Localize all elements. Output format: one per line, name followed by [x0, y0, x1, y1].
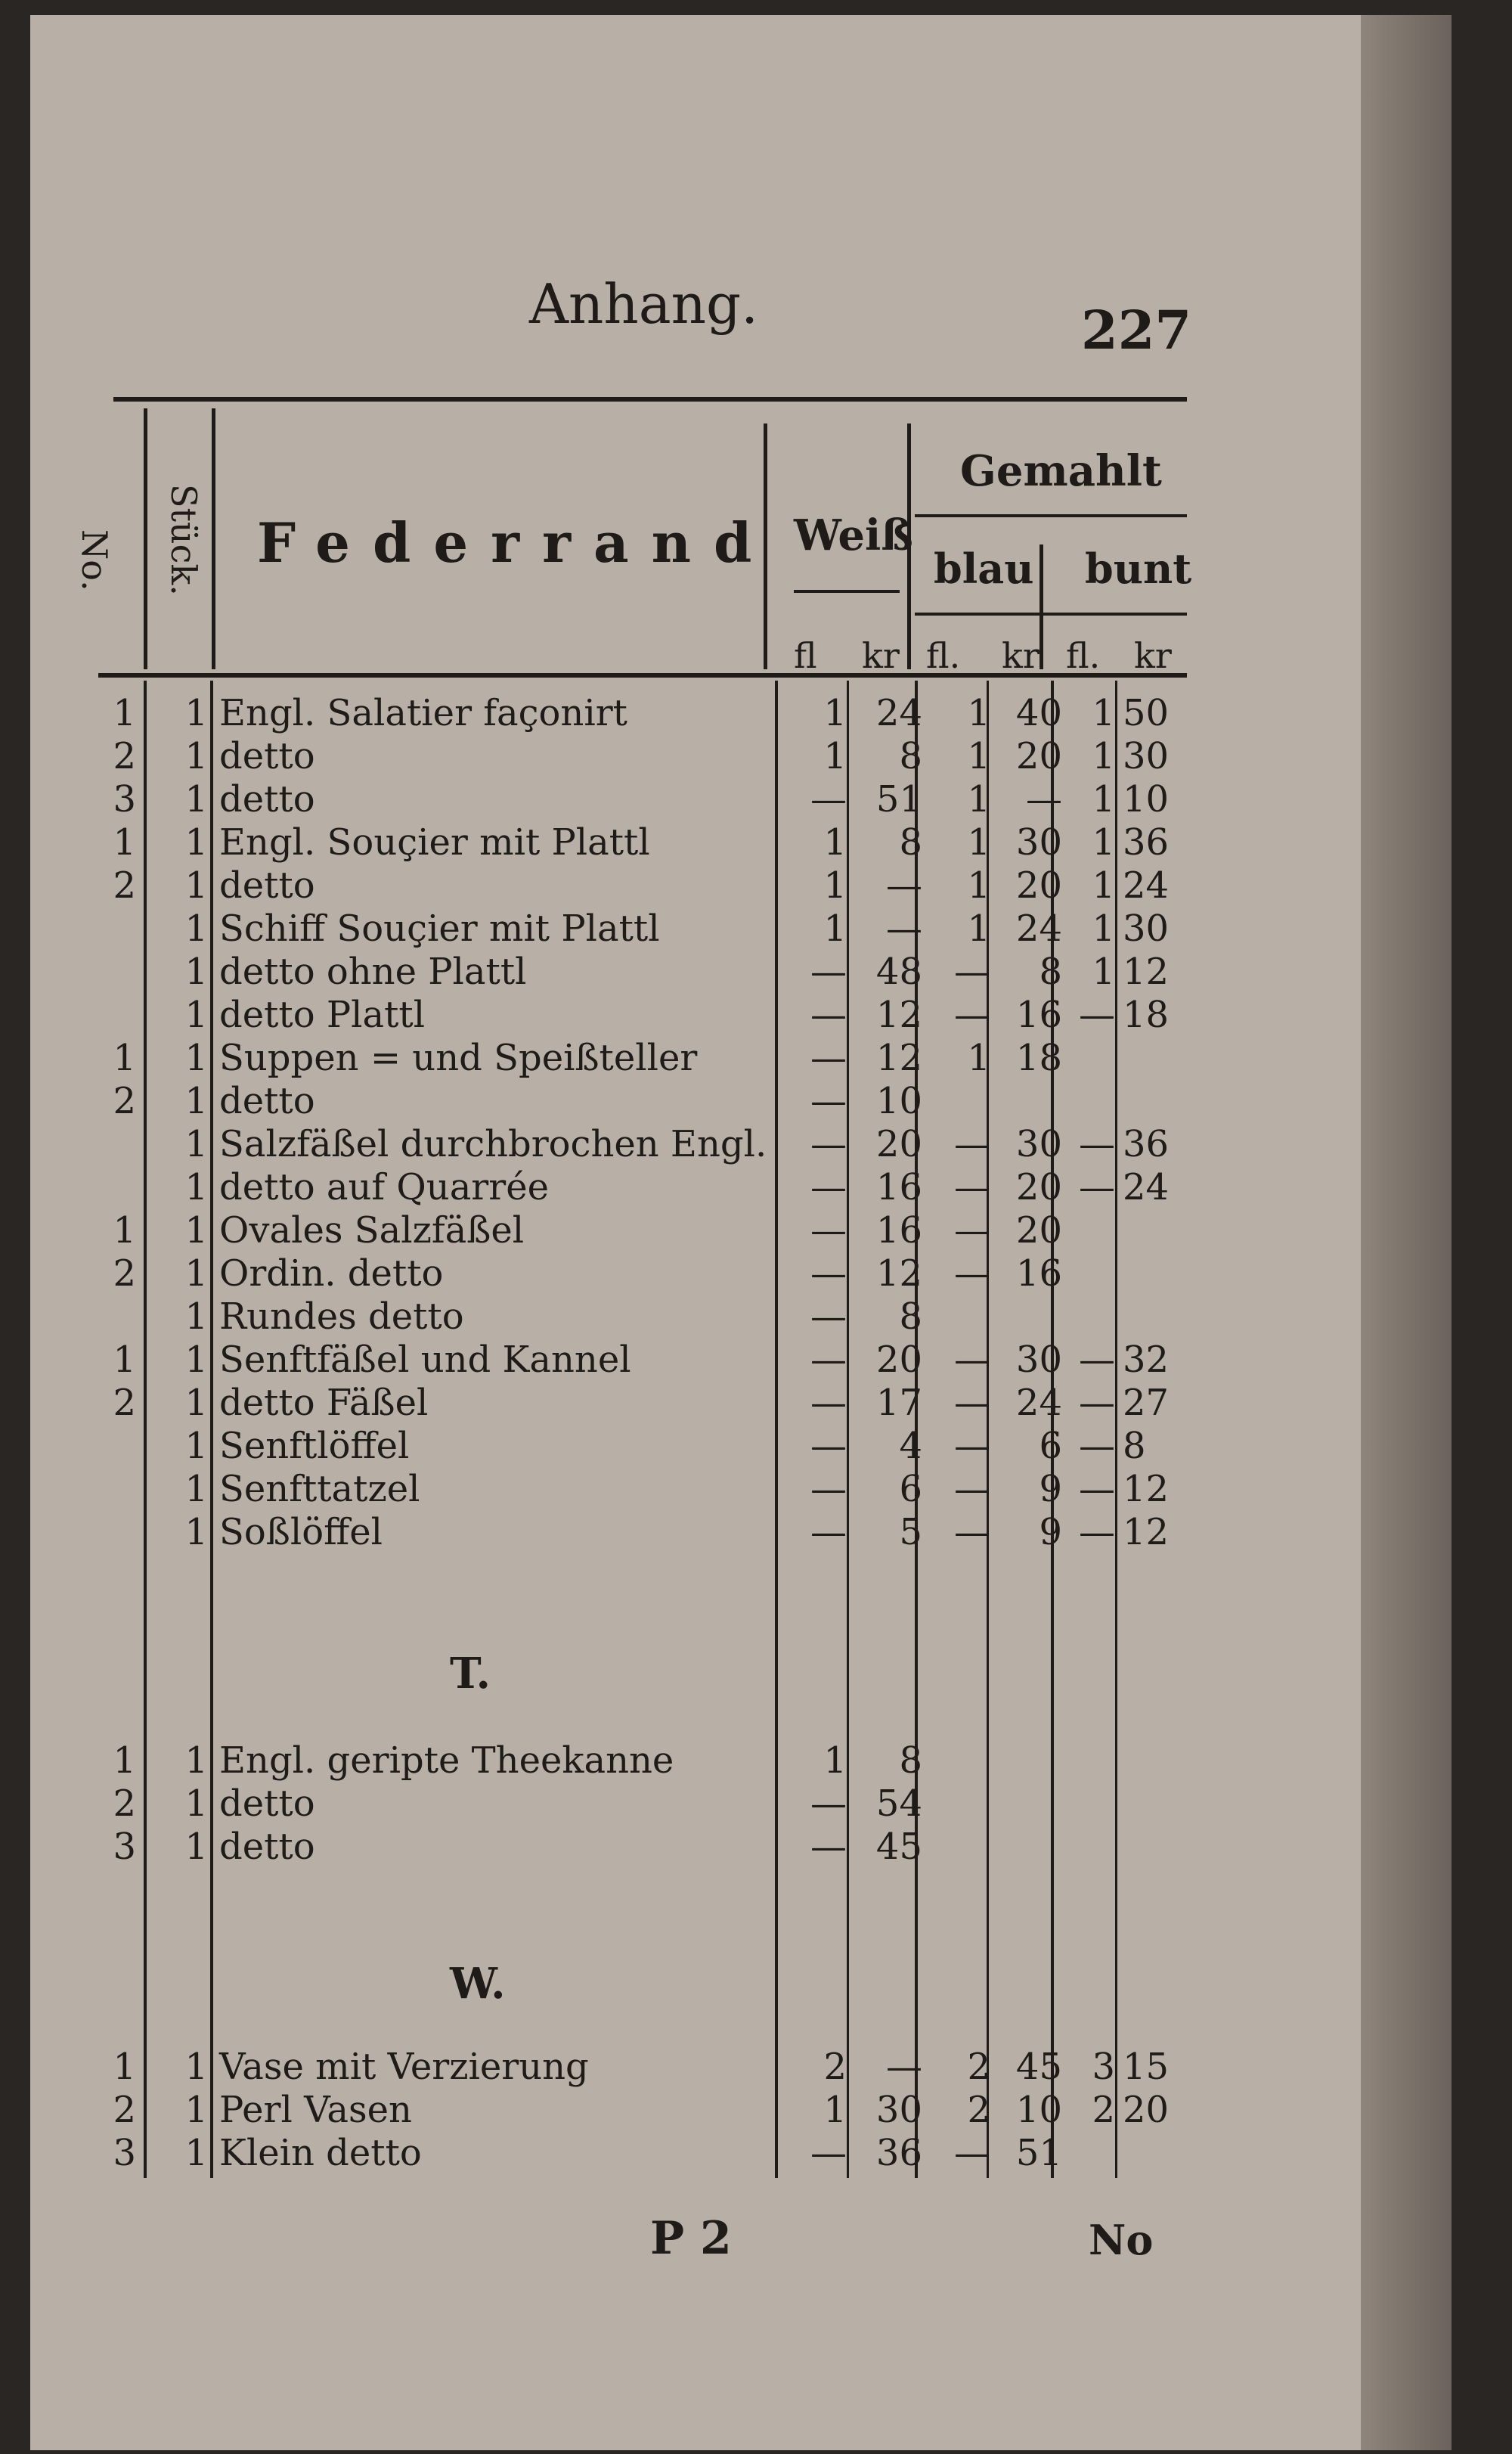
- cell-bkr: 20: [1015, 864, 1062, 907]
- cell-st: 1: [184, 1252, 208, 1295]
- cell-wfl: —: [810, 2132, 847, 2174]
- cell-ukr: 24: [1123, 1166, 1170, 1208]
- table-row: [30, 1209, 1452, 1252]
- cell-name: Engl. Salatier façonirt: [219, 692, 627, 734]
- header-no: No.: [74, 529, 115, 591]
- cell-wkr: 20: [875, 1339, 922, 1381]
- cell-bfl: 1: [967, 735, 990, 777]
- cell-name: Ordin. detto: [219, 1252, 444, 1295]
- cell-no: 2: [113, 1080, 136, 1122]
- cell-ukr: 50: [1123, 692, 1170, 734]
- cell-bkr: 20: [1015, 735, 1062, 777]
- weiss-rule: [794, 590, 900, 593]
- top-rule: [113, 397, 1187, 402]
- cell-wkr: 8: [899, 821, 922, 864]
- cell-ufl: 1: [1092, 778, 1115, 821]
- unit-weiss-fl: fl: [794, 635, 817, 676]
- cell-name: detto: [219, 735, 315, 777]
- page-number: 227: [1081, 299, 1192, 361]
- cell-bfl: 1: [967, 778, 990, 821]
- table-row: [30, 864, 1452, 907]
- cell-st: 1: [184, 1080, 208, 1122]
- cell-bkr: 24: [1015, 1382, 1062, 1424]
- cell-name: Senftfäßel und Kannel: [219, 1339, 631, 1381]
- cell-st: 1: [184, 1209, 208, 1252]
- cell-wfl: —: [810, 951, 847, 993]
- section-t-heading: T.: [450, 1649, 491, 1699]
- table-row: [30, 1468, 1452, 1511]
- cell-bfl: 2: [967, 2089, 990, 2131]
- cell-st: 1: [184, 1339, 208, 1381]
- signature-mark: P 2: [650, 2212, 732, 2265]
- table-row: [30, 821, 1452, 864]
- cell-bkr: 8: [1039, 951, 1062, 993]
- table-row: [30, 692, 1452, 735]
- cell-wfl: —: [810, 1252, 847, 1295]
- cell-wkr: —: [886, 2046, 922, 2088]
- cell-wfl: —: [810, 1382, 847, 1424]
- cell-no: 1: [113, 1209, 136, 1252]
- cell-name: Engl. Souçier mit Plattl: [219, 821, 650, 864]
- table-row: [30, 1782, 1452, 1826]
- cell-wfl: 1: [823, 692, 847, 734]
- cell-wkr: —: [886, 907, 922, 950]
- cell-bkr: 6: [1039, 1425, 1062, 1467]
- header-blau: blau: [934, 544, 1034, 593]
- cell-wkr: 17: [875, 1382, 922, 1424]
- cell-no: 3: [113, 1826, 136, 1868]
- table-row: [30, 1080, 1452, 1123]
- running-head: Anhang.: [529, 272, 759, 336]
- cell-ufl: —: [1079, 1382, 1115, 1424]
- blau-bunt-rule: [915, 613, 1187, 616]
- cell-st: 1: [184, 1295, 208, 1338]
- cell-bkr: 18: [1015, 1037, 1062, 1079]
- cell-no: 2: [113, 864, 136, 907]
- cell-wfl: —: [810, 1468, 847, 1510]
- cell-wkr: 51: [875, 778, 922, 821]
- cell-bkr: 10: [1015, 2089, 1062, 2131]
- cell-wfl: —: [810, 1037, 847, 1079]
- cell-st: 1: [184, 692, 208, 734]
- table-row: [30, 1295, 1452, 1339]
- cell-ukr: 12: [1123, 1468, 1170, 1510]
- cell-bkr: 45: [1015, 2046, 1062, 2088]
- cell-no: 1: [113, 692, 136, 734]
- cell-ufl: —: [1079, 1468, 1115, 1510]
- cell-bkr: 24: [1015, 907, 1062, 950]
- cell-st: 1: [184, 778, 208, 821]
- cell-wkr: 8: [899, 735, 922, 777]
- cell-ufl: 2: [1092, 2089, 1115, 2131]
- cell-st: 1: [184, 1123, 208, 1165]
- cell-wkr: 8: [899, 1295, 922, 1338]
- cell-st: 1: [184, 821, 208, 864]
- cell-wfl: —: [810, 1425, 847, 1467]
- cell-name: detto auf Quarrée: [219, 1166, 550, 1208]
- cell-st: 1: [184, 907, 208, 950]
- col-sep-stueck: [212, 408, 215, 669]
- cell-ukr: 8: [1123, 1425, 1146, 1467]
- cell-bfl: 1: [967, 692, 990, 734]
- cell-wfl: 1: [823, 735, 847, 777]
- cell-wfl: —: [810, 1123, 847, 1165]
- cell-bfl: —: [954, 1511, 990, 1553]
- header-bunt: bunt: [1085, 544, 1192, 593]
- cell-wfl: —: [810, 1295, 847, 1338]
- catchword: No: [1089, 2216, 1154, 2264]
- cell-wkr: 8: [899, 1739, 922, 1782]
- cell-wfl: —: [810, 1511, 847, 1553]
- cell-bkr: 20: [1015, 1209, 1062, 1252]
- unit-weiss-kr: kr: [862, 635, 900, 676]
- table-row: [30, 1425, 1452, 1468]
- unit-blau-fl: fl.: [926, 635, 961, 676]
- cell-wfl: —: [810, 1782, 847, 1825]
- cell-ukr: 10: [1123, 778, 1170, 821]
- cell-wfl: —: [810, 1166, 847, 1208]
- header-weiss: Weiß: [794, 510, 913, 560]
- cell-bkr: —: [1026, 778, 1062, 821]
- cell-wkr: 48: [875, 951, 922, 993]
- cell-bfl: 1: [967, 864, 990, 907]
- cell-st: 1: [184, 1739, 208, 1782]
- cell-st: 1: [184, 1826, 208, 1868]
- table-row: [30, 2089, 1452, 2132]
- cell-ukr: 30: [1123, 735, 1170, 777]
- cell-st: 1: [184, 1382, 208, 1424]
- cell-ufl: 1: [1092, 951, 1115, 993]
- cell-bfl: 1: [967, 821, 990, 864]
- cell-wfl: —: [810, 1209, 847, 1252]
- cell-name: detto Fäßel: [219, 1382, 429, 1424]
- cell-st: 1: [184, 2046, 208, 2088]
- cell-name: Suppen = und Speißteller: [219, 1037, 698, 1079]
- gemahlt-rule: [915, 514, 1187, 517]
- cell-ufl: 1: [1092, 821, 1115, 864]
- table-row: [30, 1739, 1452, 1782]
- cell-wkr: 54: [875, 1782, 922, 1825]
- cell-name: Rundes detto: [219, 1295, 464, 1338]
- cell-wfl: —: [810, 1826, 847, 1868]
- cell-bkr: 30: [1015, 1339, 1062, 1381]
- cell-ufl: —: [1079, 1511, 1115, 1553]
- cell-st: 1: [184, 1782, 208, 1825]
- cell-name: detto: [219, 1080, 315, 1122]
- cell-wfl: —: [810, 1339, 847, 1381]
- cell-st: 1: [184, 1037, 208, 1079]
- cell-no: 1: [113, 1037, 136, 1079]
- cell-wkr: 10: [875, 1080, 922, 1122]
- cell-bfl: 2: [967, 2046, 990, 2088]
- cell-name: detto: [219, 864, 315, 907]
- cell-ukr: 12: [1123, 1511, 1170, 1553]
- table-row: [30, 1339, 1452, 1382]
- cell-bfl: 1: [967, 1037, 990, 1079]
- cell-ukr: 12: [1123, 951, 1170, 993]
- cell-bkr: 40: [1015, 692, 1062, 734]
- cell-bfl: —: [954, 951, 990, 993]
- cell-st: 1: [184, 2132, 208, 2174]
- cell-st: 1: [184, 735, 208, 777]
- cell-name: Salzfäßel durchbrochen Engl.: [219, 1123, 767, 1165]
- cell-st: 1: [184, 994, 208, 1036]
- cell-wfl: 2: [823, 2046, 847, 2088]
- cell-no: 2: [113, 2089, 136, 2131]
- cell-no: 2: [113, 1252, 136, 1295]
- unit-bunt-fl: fl.: [1066, 635, 1101, 676]
- cell-bkr: 30: [1015, 821, 1062, 864]
- cell-bfl: —: [954, 1382, 990, 1424]
- cell-bkr: 20: [1015, 1166, 1062, 1208]
- cell-st: 1: [184, 1468, 208, 1510]
- cell-ukr: 24: [1123, 864, 1170, 907]
- table-row: [30, 994, 1452, 1037]
- cell-wfl: 1: [823, 2089, 847, 2131]
- cell-wfl: 1: [823, 821, 847, 864]
- cell-st: 1: [184, 864, 208, 907]
- header-federrand: Federrand: [257, 510, 775, 575]
- cell-ufl: —: [1079, 1339, 1115, 1381]
- cell-name: Senftlöffel: [219, 1425, 410, 1467]
- table-row: [30, 907, 1452, 951]
- cell-no: 3: [113, 2132, 136, 2174]
- cell-bfl: 1: [967, 907, 990, 950]
- cell-st: 1: [184, 2089, 208, 2131]
- cell-wkr: 12: [875, 1037, 922, 1079]
- cell-ufl: 1: [1092, 907, 1115, 950]
- cell-ufl: —: [1079, 1123, 1115, 1165]
- cell-ufl: 1: [1092, 864, 1115, 907]
- cell-ufl: 1: [1092, 692, 1115, 734]
- cell-wkr: —: [886, 864, 922, 907]
- col-sep-blau: [1040, 544, 1043, 669]
- cell-ufl: —: [1079, 1425, 1115, 1467]
- cell-wkr: 45: [875, 1826, 922, 1868]
- table-row: [30, 1511, 1452, 1554]
- cell-bkr: 51: [1015, 2132, 1062, 2174]
- cell-bfl: —: [954, 1166, 990, 1208]
- header-stueck: Stück.: [163, 484, 204, 596]
- cell-bfl: —: [954, 2132, 990, 2174]
- table-row: [30, 1166, 1452, 1209]
- cell-bfl: —: [954, 1425, 990, 1467]
- cell-wkr: 30: [875, 2089, 922, 2131]
- cell-name: detto Plattl: [219, 994, 426, 1036]
- cell-name: detto: [219, 1826, 315, 1868]
- cell-bkr: 16: [1015, 994, 1062, 1036]
- cell-ufl: 1: [1092, 735, 1115, 777]
- cell-bkr: 30: [1015, 1123, 1062, 1165]
- table-row: [30, 735, 1452, 778]
- cell-ukr: 36: [1123, 1123, 1170, 1165]
- cell-wkr: 24: [875, 692, 922, 734]
- cell-no: 1: [113, 2046, 136, 2088]
- cell-bkr: 9: [1039, 1468, 1062, 1510]
- cell-bfl: —: [954, 1252, 990, 1295]
- cell-bfl: —: [954, 1123, 990, 1165]
- cell-wkr: 12: [875, 994, 922, 1036]
- cell-name: Engl. geripte Theekanne: [219, 1739, 674, 1782]
- cell-bfl: —: [954, 1468, 990, 1510]
- cell-wkr: 4: [899, 1425, 922, 1467]
- cell-wkr: 16: [875, 1166, 922, 1208]
- cell-ufl: —: [1079, 994, 1115, 1036]
- cell-ufl: —: [1079, 1166, 1115, 1208]
- table-row: [30, 1826, 1452, 1869]
- cell-name: detto: [219, 778, 315, 821]
- cell-wkr: 16: [875, 1209, 922, 1252]
- cell-no: 1: [113, 1739, 136, 1782]
- cell-bkr: 16: [1015, 1252, 1062, 1295]
- cell-no: 1: [113, 1339, 136, 1381]
- cell-name: Klein detto: [219, 2132, 422, 2174]
- cell-bfl: —: [954, 1339, 990, 1381]
- book-page: [30, 15, 1452, 2450]
- cell-name: Senfttatzel: [219, 1468, 420, 1510]
- cell-name: detto: [219, 1782, 315, 1825]
- cell-no: 1: [113, 821, 136, 864]
- unit-bunt-kr: kr: [1134, 635, 1172, 676]
- cell-wfl: 1: [823, 907, 847, 950]
- cell-ukr: 30: [1123, 907, 1170, 950]
- cell-name: Ovales Salzfäßel: [219, 1209, 525, 1252]
- cell-no: 3: [113, 778, 136, 821]
- cell-wkr: 6: [899, 1468, 922, 1510]
- cell-wkr: 20: [875, 1123, 922, 1165]
- cell-ukr: 27: [1123, 1382, 1170, 1424]
- cell-no: 2: [113, 1782, 136, 1825]
- cell-st: 1: [184, 1511, 208, 1553]
- cell-name: detto ohne Plattl: [219, 951, 527, 993]
- cell-ukr: 15: [1123, 2046, 1170, 2088]
- cell-name: Soßlöffel: [219, 1511, 383, 1553]
- cell-ukr: 36: [1123, 821, 1170, 864]
- table-row: [30, 951, 1452, 994]
- table-row: [30, 778, 1452, 821]
- table-row: [30, 1123, 1452, 1166]
- cell-bfl: —: [954, 1209, 990, 1252]
- unit-blau-kr: kr: [1002, 635, 1040, 676]
- cell-wkr: 5: [899, 1511, 922, 1553]
- cell-bkr: 9: [1039, 1511, 1062, 1553]
- table-row: [30, 1037, 1452, 1080]
- cell-st: 1: [184, 1166, 208, 1208]
- cell-name: Vase mit Verzierung: [219, 2046, 589, 2088]
- cell-bfl: —: [954, 994, 990, 1036]
- cell-wfl: —: [810, 994, 847, 1036]
- cell-wfl: 1: [823, 1739, 847, 1782]
- table-row: [30, 1382, 1452, 1425]
- cell-ukr: 32: [1123, 1339, 1170, 1381]
- cell-wkr: 36: [875, 2132, 922, 2174]
- table-row: [30, 2046, 1452, 2089]
- cell-st: 1: [184, 951, 208, 993]
- cell-wfl: 1: [823, 864, 847, 907]
- cell-wfl: —: [810, 1080, 847, 1122]
- table-row: [30, 1252, 1452, 1295]
- col-sep-no: [144, 408, 147, 669]
- cell-no: 2: [113, 735, 136, 777]
- cell-ukr: 18: [1123, 994, 1170, 1036]
- table-row: [30, 2132, 1452, 2175]
- section-w-heading: W.: [450, 1959, 506, 2009]
- cell-no: 2: [113, 1382, 136, 1424]
- header-gemahlt: Gemahlt: [960, 446, 1162, 496]
- cell-wkr: 12: [875, 1252, 922, 1295]
- cell-ukr: 20: [1123, 2089, 1170, 2131]
- cell-name: Perl Vasen: [219, 2089, 412, 2131]
- cell-ufl: 3: [1092, 2046, 1115, 2088]
- cell-wfl: —: [810, 778, 847, 821]
- cell-st: 1: [184, 1425, 208, 1467]
- cell-name: Schiff Souçier mit Plattl: [219, 907, 660, 950]
